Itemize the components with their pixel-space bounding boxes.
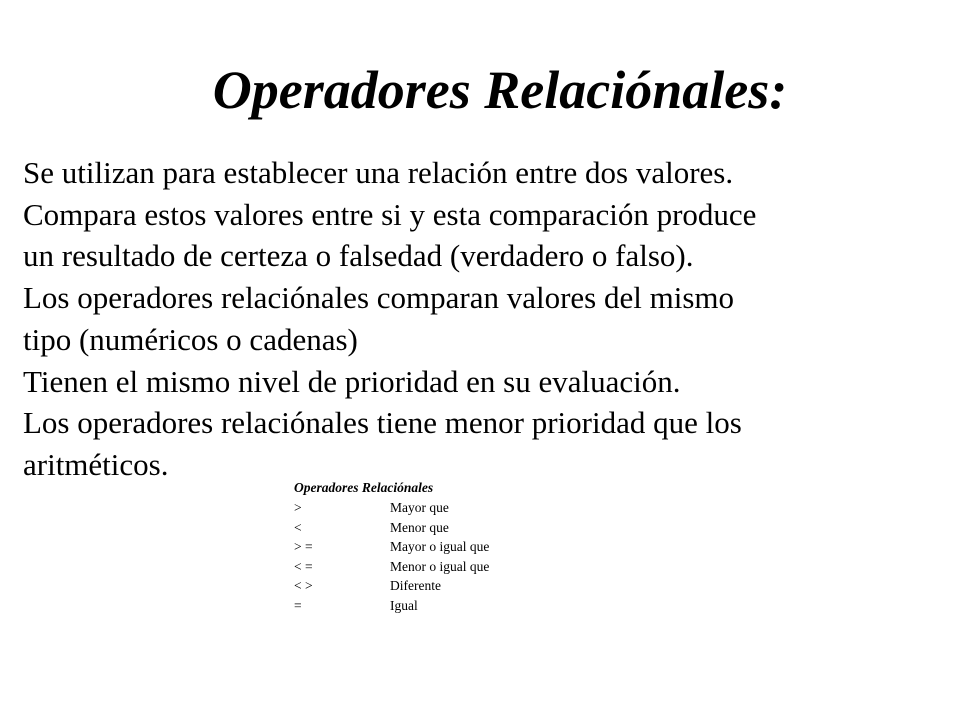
operator-symbol: < > [294,578,313,593]
body-line: Los operadores relaciónales tiene menor prioridad que los [23,405,742,441]
body-line: Los operadores relaciónales comparan valores del mismo [23,280,735,316]
operator-row [294,557,489,577]
body-line: aritméticos. [23,446,169,482]
operator-symbol: > = [294,539,313,554]
operator-symbol: < = [294,558,313,574]
operator-meaning: Mayor que [390,500,449,515]
operator-row [294,596,489,616]
operators-table-title: Operadores Relaciónales [294,480,434,495]
body-text [23,152,923,486]
body-line: Tienen el mismo nivel de prioridad en su evaluación. [23,363,681,399]
operator-meaning: Mayor o igual que [390,539,490,554]
body-line: tipo (numéricos o cadenas) [23,321,358,357]
body-line: un resultado de certeza o falsedad (verdadero o falso). [23,238,694,274]
operator-meaning: Diferente [390,578,441,593]
operator-meaning: Igual [390,597,418,613]
operator-symbol: = [294,597,302,613]
operator-row [294,576,489,596]
operators-table [294,478,489,615]
operator-meaning: Menor o igual que [390,558,490,574]
operator-row [294,537,489,557]
slide-title: Operadores Relaciónales: [212,60,788,120]
operator-row [294,498,489,518]
operator-symbol: > [294,500,302,515]
body-line: Se utilizan para establecer una relación entre dos valores. [23,155,734,190]
operator-meaning: Menor que [390,519,449,535]
body-line: Compara estos valores entre si y esta comparación produce [23,196,757,232]
operator-symbol: < [294,519,302,535]
operator-row [294,518,489,538]
